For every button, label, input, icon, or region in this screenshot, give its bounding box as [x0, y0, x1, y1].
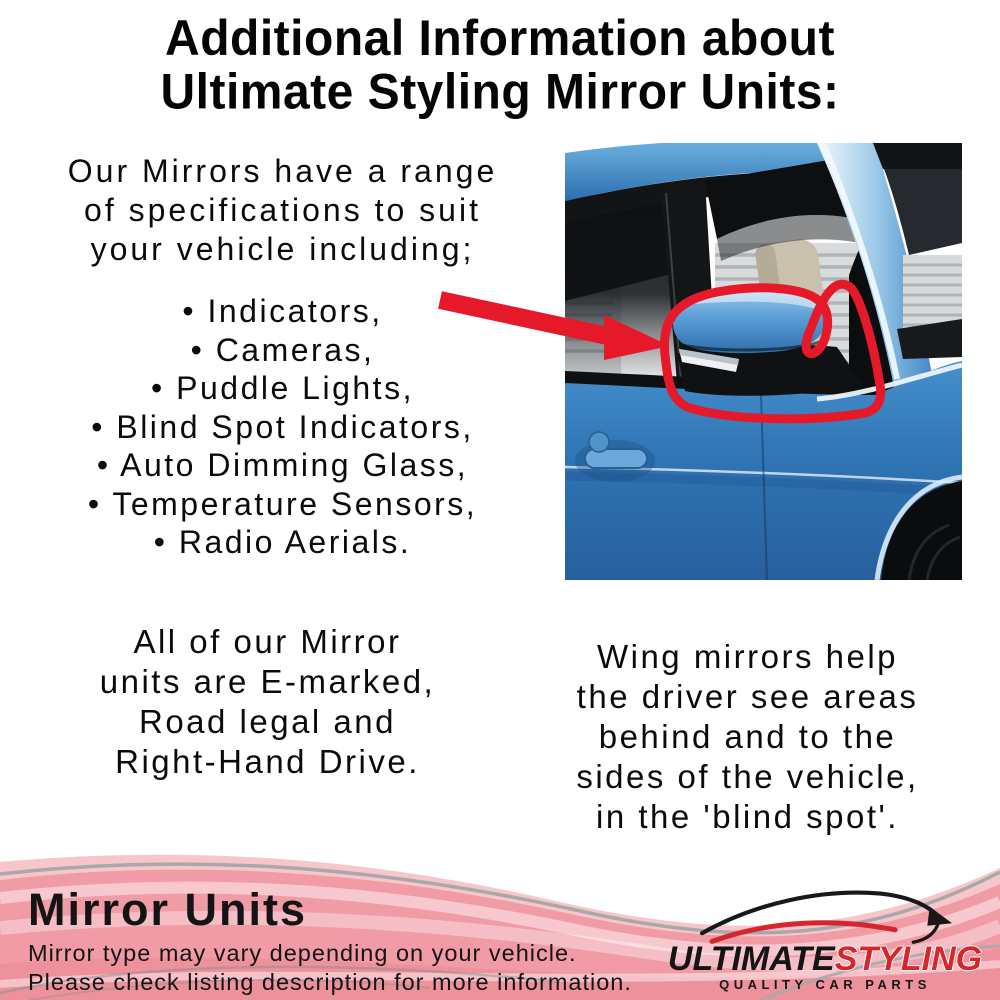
- feature-item: • Radio Aerials.: [153, 524, 412, 560]
- logo-car-icon: [670, 882, 980, 948]
- blind-spot-line: behind and to the: [598, 718, 897, 755]
- banner-heading: Mirror Units: [28, 884, 308, 935]
- feature-item: • Temperature Sensors,: [87, 485, 478, 522]
- logo-red-swoosh: [712, 923, 895, 942]
- banner-disclaimer: [28, 939, 632, 997]
- brand-name-styling: STYLING: [834, 940, 983, 978]
- windscreen-top-trim: [873, 143, 962, 169]
- brand-name: [655, 940, 995, 978]
- blind-spot-line: in the 'blind spot'.: [596, 798, 899, 835]
- feature-item: • Cameras,: [190, 331, 375, 368]
- door-handle: [585, 449, 647, 468]
- intro-line: of specifications to suit: [84, 192, 481, 228]
- blind-spot-note: [495, 637, 1000, 837]
- page-title: [0, 12, 1000, 120]
- compliance-line: Right-Hand Drive.: [115, 743, 420, 780]
- intro-line: your vehicle including;: [90, 231, 475, 267]
- brand-logo: [655, 882, 995, 992]
- banner-disclaimer-line2: Please check listing description for more information.: [28, 969, 632, 995]
- logo-car-roofline: [702, 893, 938, 934]
- door-handle-cap: [589, 432, 609, 452]
- feature-item: • Puddle Lights,: [151, 370, 414, 406]
- page-title-line1: Additional Information about: [165, 10, 835, 67]
- banner-disclaimer-line1: Mirror type may vary depending on your vehicle.: [28, 940, 577, 966]
- feature-item: • Indicators,: [182, 293, 383, 329]
- brand-name-ultimate: ULTIMATE: [667, 940, 835, 978]
- blind-spot-line: sides of the vehicle,: [576, 758, 919, 795]
- intro-paragraph: [0, 152, 565, 269]
- window-blinds-right: [903, 255, 962, 329]
- brand-tagline: QUALITY CAR PARTS: [719, 977, 931, 992]
- compliance-line: Road legal and: [138, 703, 396, 740]
- feature-item: • Auto Dimming Glass,: [96, 447, 469, 483]
- red-arrow: [430, 283, 690, 378]
- blind-spot-line: Wing mirrors help: [596, 638, 899, 675]
- blind-spot-line: the driver see areas: [576, 678, 919, 715]
- compliance-line: units are E-marked,: [99, 663, 436, 700]
- red-arrow-head: [604, 315, 670, 360]
- red-arrow-shaft: [440, 300, 612, 337]
- compliance-line: All of our Mirror: [133, 623, 402, 660]
- feature-item: • Blind Spot Indicators,: [91, 408, 474, 445]
- page-title-line2: Ultimate Styling Mirror Units:: [160, 64, 840, 121]
- intro-line: Our Mirrors have a range: [67, 153, 498, 189]
- compliance-note: [0, 622, 535, 782]
- mirror-base: [677, 345, 863, 396]
